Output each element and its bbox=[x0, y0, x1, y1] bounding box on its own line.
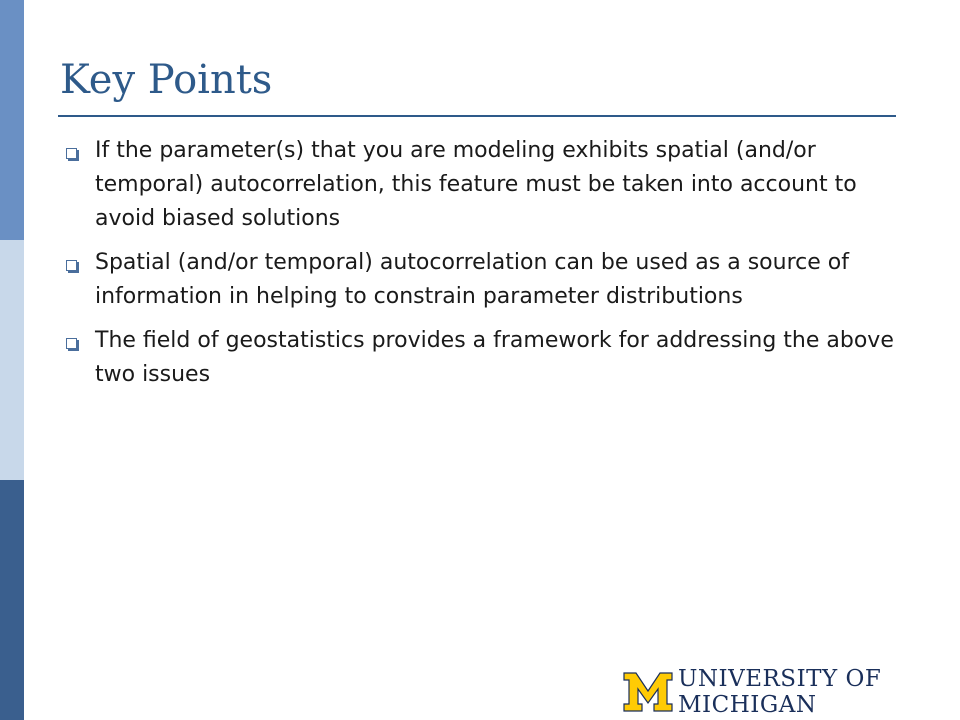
bullet-text: Spatial (and/or temporal) autocorrelation can be used as a source of information in helping to constrain parameter distributions bbox=[95, 250, 849, 309]
square-bullet-icon bbox=[66, 148, 77, 159]
sidebar-band-middle bbox=[0, 240, 24, 480]
bullet-text: If the parameter(s) that you are modeling exhibits spatial (and/or temporal) autocorrelation, this feature must be taken into account to avoid biased solutions bbox=[95, 138, 857, 231]
bullet-item-2 bbox=[60, 246, 900, 314]
bullet-item-3 bbox=[60, 324, 900, 392]
block-m-logo-icon bbox=[622, 669, 674, 715]
university-logo bbox=[622, 666, 960, 718]
bullet-item-1 bbox=[60, 134, 900, 236]
sidebar-band-bottom bbox=[0, 480, 24, 720]
title-divider bbox=[58, 115, 896, 117]
square-bullet-icon bbox=[66, 338, 77, 349]
square-bullet-icon bbox=[66, 260, 77, 271]
bullet-text: The field of geostatistics provides a framework for addressing the above two issues bbox=[95, 328, 894, 387]
sidebar-accent bbox=[0, 0, 24, 720]
sidebar-band-top bbox=[0, 0, 24, 240]
bullet-list bbox=[60, 134, 900, 402]
slide-title: Key Points bbox=[60, 57, 273, 103]
university-name: UNIVERSITY OF MICHIGAN bbox=[678, 666, 882, 718]
